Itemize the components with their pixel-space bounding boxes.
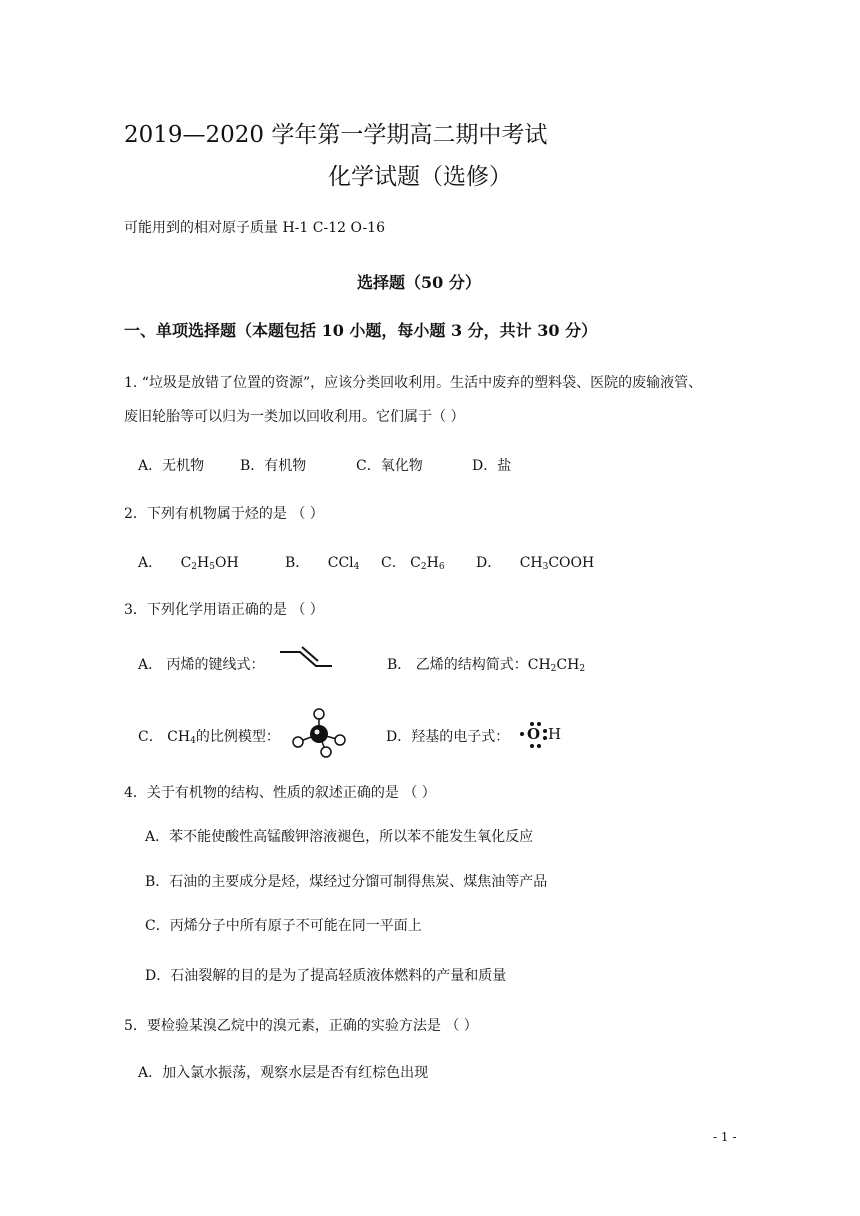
option-label: B． [285,555,310,571]
question-3-stem: 3．下列化学用语正确的是 （ ） [124,602,324,618]
electron-dot [537,744,541,748]
part-one-heading: 一、单项选择题（本题包括 10 小题，每小题 3 分，共计 30 分） [124,321,598,340]
formula: $CH_3COOH$ [519,555,595,572]
question-4-option-b: B．石油的主要成分是烃，煤经过分馏可制得焦炭、煤焦油等产品 [145,874,548,890]
title-line-2: 化学试题（选修） [328,164,512,190]
option-label: A． [138,555,163,571]
page-number: - 1 - [713,1130,737,1144]
question-4-option-a: A．苯不能使酸性高锰酸钾溶液褪色，所以苯不能发生氧化反应 [145,829,534,845]
option-label: D． [476,555,502,571]
question-1-line-2: 废旧轮胎等可以归为一类加以回收利用。它们属于（ ） [124,409,465,425]
question-4-stem: 4．关于有机物的结构、性质的叙述正确的是 （ ） [124,785,436,801]
propene-skeletal-formula [278,646,334,674]
electron-dot [520,732,524,736]
atomic-masses: 可能用到的相对原子质量 H-1 C-12 O-16 [124,220,385,236]
question-3-option-d: D．羟基的电子式： [386,729,510,745]
option-label: C． [381,555,406,571]
question-1-option-b: B．有机物 [240,458,307,474]
formula: $C_2H_6$ [410,555,445,572]
question-3-option-c: C． $CH_4$的比例模型： [138,729,280,746]
question-1-option-d: D．盐 [472,458,512,474]
question-5-option-a: A．加入氯水振荡，观察水层是否有红棕色出现 [138,1065,429,1081]
question-5-stem: 5．要检验某溴乙烷中的溴元素，正确的实验方法是 （ ） [124,1018,478,1034]
formula: $C_2H_5OH$ [180,555,239,572]
question-2-stem: 2．下列有机物属于烃的是 （ ） [124,506,324,522]
hydroxyl-electron-formula [520,718,568,748]
question-4-option-d: D．石油裂解的目的是为了提高轻质液体燃料的产量和质量 [145,968,507,984]
electron-dot [543,736,547,740]
oxygen-symbol: O [527,725,541,743]
question-2-option-d [476,552,594,572]
formula: $CH_2CH_2$ [527,657,586,674]
question-2-option-c [381,552,445,572]
question-1-option-c: C．氧化物 [356,458,423,474]
electron-dot [543,729,547,733]
question-3-option-b: B． 乙烯的结构简式：$CH_2CH_2$ [387,657,586,674]
formula: CCl$_4$ [327,555,360,572]
question-1-option-a: A．无机物 [138,458,205,474]
hydrogen-symbol: H [548,725,562,743]
section-title: 选择题（50 分） [357,273,481,292]
methane-space-filling-model [290,706,348,758]
question-2-option-a [138,552,239,572]
question-4-option-c: C．丙烯分子中所有原子不可能在同一平面上 [145,918,422,934]
question-3-option-a: A． 丙烯的键线式： [138,657,265,673]
formula: $CH_4$ [167,729,196,746]
electron-dot [530,744,534,748]
question-2-option-b [285,552,359,572]
title-line-1: 2019—2020 学年第一学期高二期中考试 [124,122,548,148]
question-1-line-1: 1. “垃圾是放错了位置的资源”，应该分类回收利用。生活中废弃的塑料袋、医院的废输液管、 [124,375,703,391]
